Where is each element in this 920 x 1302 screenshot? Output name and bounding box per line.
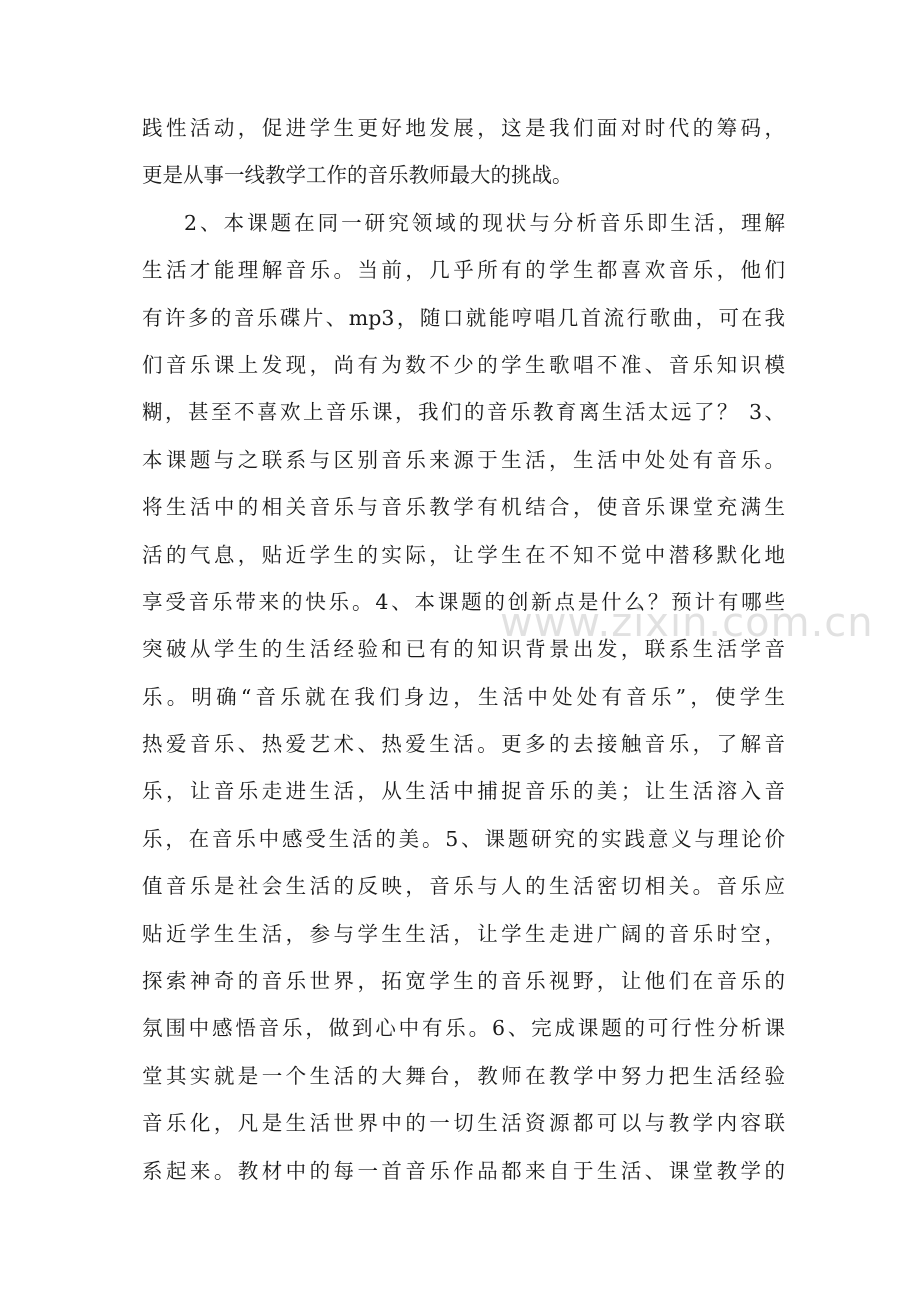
text-line: 乐，让音乐走进生活，从生活中捕捉音乐的美；让生活溶入音 [142,779,785,804]
text-line: 们音乐课上发现，尚有为数不少的学生歌唱不准、音乐知识模 [142,352,785,377]
text-line: 有许多的音乐碟片、mp3，随口就能哼唱几首流行歌曲，可在我 [142,305,785,330]
text-line: 糊，甚至不喜欢上音乐课，我们的音乐教育离生活太远了？ 3、 [142,400,785,425]
text-line: 本课题与之联系与区别音乐来源于生活，生活中处处有音乐。 [142,447,785,472]
text-line: 享受音乐带来的快乐。4、本课题的创新点是什么？预计有哪些 [142,589,785,614]
text-line: 氛围中感悟音乐，做到心中有乐。6、完成课题的可行性分析课 [142,1016,785,1041]
text-line: 践性活动，促进学生更好地发展，这是我们面对时代的筹码， [142,116,785,140]
text-line: 系起来。教材中的每一首音乐作品都来自于生活、课堂教学的 [142,1158,785,1183]
text-line: 探索神奇的音乐世界，拓宽学生的音乐视野，让他们在音乐的 [142,969,785,994]
text-line: 乐。明确“音乐就在我们身边，生活中处处有音乐”，使学生 [142,684,785,709]
document-body [0,105,920,1195]
text-line: 2、本课题在同一研究领域的现状与分析音乐即生活，理解 [184,210,785,235]
text-line: 值音乐是社会生活的反映，音乐与人的生活密切相关。音乐应 [142,874,785,899]
text-line: 堂其实就是一个生活的大舞台，教师在教学中努力把生活经验 [142,1063,785,1088]
text-line: 生活才能理解音乐。当前，几乎所有的学生都喜欢音乐，他们 [142,258,785,283]
text-line: 突破从学生的生活经验和已有的知识背景出发，联系生活学音 [142,637,785,662]
text-line: 音乐化，凡是生活世界中的一切生活资源都可以与教学内容联 [142,1111,785,1136]
text-line: 贴近学生生活，参与学生生活，让学生走进广阔的音乐时空， [142,921,785,946]
text-line: 活的气息，贴近学生的实际，让学生在不知不觉中潜移默化地 [142,542,785,567]
text-line: 乐，在音乐中感受生活的美。5、课题研究的实践意义与理论价 [142,826,785,851]
text-line: 热爱音乐、热爱艺术、热爱生活。更多的去接触音乐，了解音 [142,732,785,757]
text-line: 将生活中的相关音乐与音乐教学有机结合，使音乐课堂充满生 [142,495,785,520]
text-line: 更是从事一线教学工作的音乐教师最大的挑战。 [142,163,573,188]
watermark: www.zixin.com.cn [500,600,874,646]
